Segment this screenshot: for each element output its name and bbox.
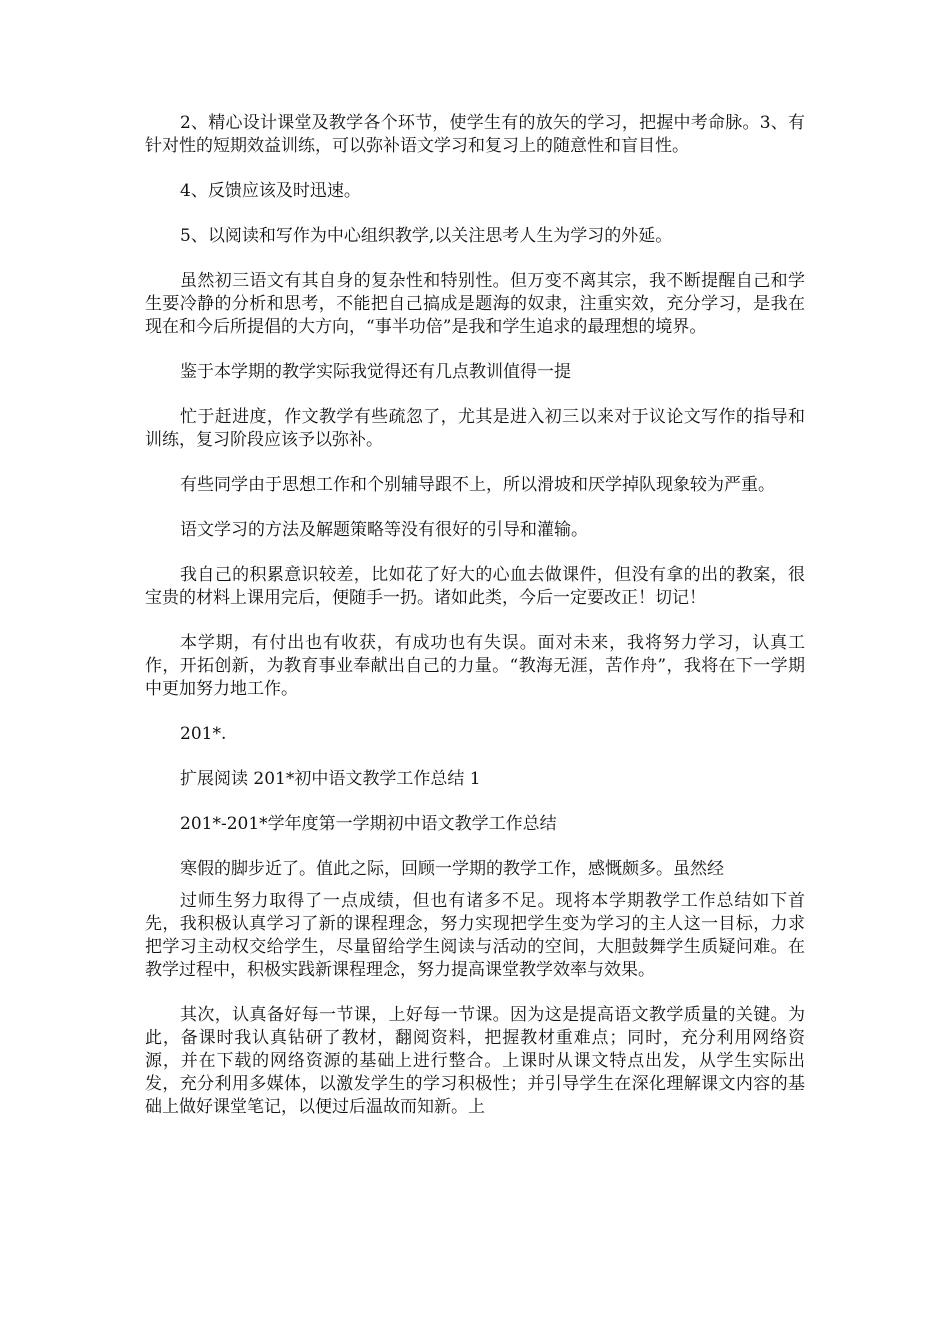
paragraph-15: 过师生努力取得了一点成绩，但也有诸多不足。现将本学期教学工作总结如下首先，我积极认真学习了新的课程理念，努力实现把学生变为学习的主人这一目标，力求把学习主动权交给学生，尽量留给学生阅读与活动的空间，大胆鼓舞学生质疑问难。在教学过程中，积极实践新课程理念，努力提高课堂教学效率与效果。 [145,891,805,980]
paragraph-12: 扩展阅读 201*初中语文教学工作总结 1 [180,769,481,789]
paragraph-13: 201*-201*学年度第一学期初中语文教学工作总结 [180,814,557,834]
paragraph-3: 5、以阅读和写作为中心组织教学,以关注思考人生为学习的外延。 [180,226,673,246]
document-body [145,112,805,1141]
paragraph-5: 鉴于本学期的教学实际我觉得还有几点教训值得一提 [180,362,571,382]
paragraph-7: 有些同学由于思想工作和个别辅导跟不上，所以滑坡和厌学掉队现象较为严重。 [180,475,775,495]
paragraph-2: 4、反馈应该及时迅速。 [180,181,361,201]
paragraph-14: 寒假的脚步近了。值此之际，回顾一学期的教学工作，感慨颇多。虽然经 [180,859,724,879]
paragraph-10: 本学期，有付出也有收获，有成功也有失误。面对未来，我将努力学习，认真工作，开拓创新，为教育事业奉献出自己的力量。“教海无涯，苦作舟”，我将在下一学期中更加努力地工作。 [145,633,805,699]
paragraph-16: 其次，认真备好每一节课，上好每一节课。因为这是提高语文教学质量的关键。为此，备课时我认真钻研了教材，翻阅资料，把握教材重难点；同时，充分利用网络资源，并在下载的网络资源的基础上进行整合。上课时从课文特点出发，从学生实际出发，充分利用多媒体，以激发学生的学习积极性；并引导学生在深化理解课文内容的基础上做好课堂笔记，以便过后温故而知新。上 [145,1005,805,1117]
paragraph-8: 语文学习的方法及解题策略等没有很好的引导和灌输。 [180,520,588,540]
paragraph-6: 忙于赶进度，作文教学有些疏忽了，尤其是进入初三以来对于议论文写作的指导和训练，复习阶段应该予以弥补。 [145,407,805,450]
paragraph-9: 我自己的积累意识较差，比如花了好大的心血去做课件，但没有拿的出的教案，很宝贵的材料上课用完后，便随手一扔。诸如此类，今后一定要改正！切记！ [145,565,805,608]
paragraph-1: 2、精心设计课堂及教学各个环节，使学生有的放矢的学习，把握中考命脉。3、有针对性的短期效益训练，可以弥补语文学习和复习上的随意性和盲目性。 [145,113,805,156]
paragraph-4: 虽然初三语文有其自身的复杂性和特别性。但万变不离其宗，我不断提醒自己和学生要冷静的分析和思考，不能把自己搞成是题海的奴隶，注重实效，充分学习，是我在现在和今后所提倡的大方向，“事半功倍”是我和学生追求的最理想的境界。 [145,271,805,337]
paragraph-11: 201*. [180,724,227,744]
